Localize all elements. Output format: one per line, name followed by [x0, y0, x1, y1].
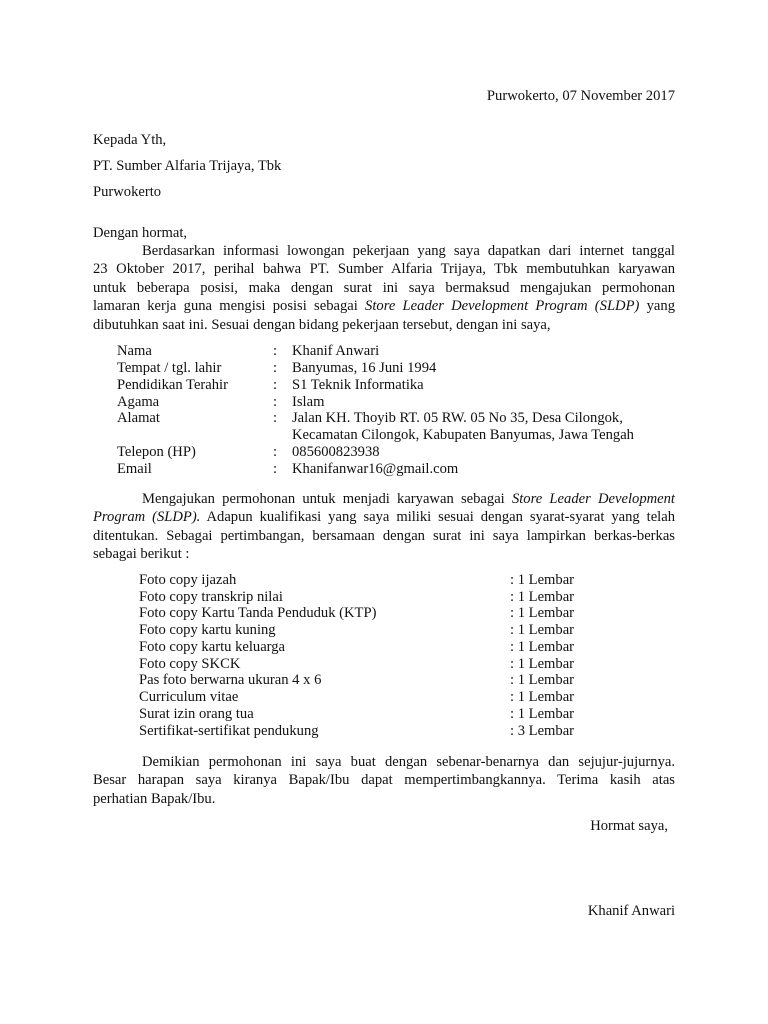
position-title: Program (SLDP). [93, 509, 201, 526]
application-text: Adapun kualifikasi yang saya miliki sesuai dengan syarat-syarat yang telah [200, 509, 675, 526]
info-value: Islam [292, 394, 325, 410]
info-label: Email [117, 461, 152, 477]
attachment-qty: : 1 Lembar [510, 605, 575, 621]
application-line: ditentukan. Sebagai pertimbangan, bersamaan dengan surat ini saya lampirkan berkas-berkas [93, 527, 675, 544]
info-value: Banyumas, 16 Juni 1994 [292, 360, 437, 376]
intro-line [93, 297, 675, 315]
attachment-name: Sertifikat-sertifikat pendukung [139, 723, 319, 739]
info-value: Khanif Anwari [292, 343, 380, 359]
attachment-name: Pas foto berwarna ukuran 4 x 6 [139, 672, 322, 688]
attachment-qty: : 1 Lembar [510, 706, 575, 722]
info-value: S1 Teknik Informatika [292, 377, 424, 393]
info-colon: : [273, 343, 278, 359]
attachment-qty: : 1 Lembar [510, 622, 575, 638]
info-label: Alamat [117, 410, 160, 426]
attachment-name: Curriculum vitae [139, 689, 239, 705]
attachment-name: Foto copy ijazah [139, 572, 237, 588]
info-colon: : [273, 461, 278, 477]
info-value: Jalan KH. Thoyib RT. 05 RW. 05 No 35, Desa Cilongok, [292, 410, 623, 426]
info-value: Khanifanwar16@gmail.com [292, 461, 459, 477]
position-title: Store Leader Development [511, 491, 675, 507]
intro-text: lamaran kerja guna mengisi posisi sebagai [93, 298, 366, 315]
info-value: 085600823938 [292, 444, 380, 460]
complimentary-close: Hormat saya, [590, 818, 668, 834]
closing-line: Besar harapan saya kiranya Bapak/Ibu dapat mempertimbangkannya. Terima kasih atas [93, 772, 675, 789]
closing-line: Demikian permohonan ini saya buat dengan sebenar-benarnya dan sejujur-jujurnya. [142, 754, 675, 770]
intro-paragraph [93, 242, 675, 334]
info-colon: : [273, 394, 278, 410]
attachment-name: Foto copy SKCK [139, 656, 241, 672]
attachment-name: Foto copy kartu kuning [139, 622, 276, 638]
attachment-qty: : 3 Lembar [510, 723, 575, 739]
info-label: Pendidikan Terahir [117, 377, 228, 393]
attachment-qty: : 1 Lembar [510, 589, 575, 605]
info-value: Kecamatan Cilongok, Kabupaten Banyumas, Jawa Tengah [292, 427, 634, 443]
attachment-name: Foto copy Kartu Tanda Penduduk (KTP) [139, 605, 377, 621]
intro-line: Berdasarkan informasi lowongan pekerjaan yang saya dapatkan dari internet tanggal [142, 243, 675, 259]
recipient-greeting: Kepada Yth, [93, 132, 167, 148]
salutation: Dengan hormat, [93, 225, 188, 241]
intro-line: dibutuhkan saat ini. Sesuai dengan bidang pekerjaan tersebut, dengan ini saya, [93, 316, 551, 333]
intro-line: 23 Oktober 2017, perihal bahwa PT. Sumber Alfaria Trijaya, Tbk membutuhkan karyawan [93, 261, 675, 278]
attachment-name: Foto copy kartu keluarga [139, 639, 286, 655]
info-label: Nama [117, 343, 152, 359]
application-line [93, 508, 675, 526]
attachment-qty: : 1 Lembar [510, 572, 575, 588]
intro-text: yang [639, 298, 676, 315]
info-colon: : [273, 444, 278, 460]
info-colon: : [273, 377, 278, 393]
attachment-name: Foto copy transkrip nilai [139, 589, 283, 605]
position-title: Store Leader Development Program (SLDP) [365, 298, 640, 315]
closing-line: perhatian Bapak/Ibu. [93, 790, 216, 807]
attachment-qty: : 1 Lembar [510, 639, 575, 655]
info-label: Tempat / tgl. lahir [117, 360, 222, 376]
signer-name: Khanif Anwari [587, 903, 675, 919]
closing-paragraph [93, 753, 675, 808]
application-line [93, 490, 675, 508]
recipient-city: Purwokerto [93, 184, 162, 200]
attachment-name: Surat izin orang tua [139, 706, 254, 722]
attachment-qty: : 1 Lembar [510, 689, 575, 705]
application-paragraph [93, 490, 675, 564]
attachment-qty: : 1 Lembar [510, 656, 575, 672]
application-line: sebagai berikut : [93, 546, 190, 563]
info-colon: : [273, 360, 278, 376]
application-text: Mengajukan permohonan untuk menjadi karyawan sebagai [142, 491, 512, 507]
place-date: Purwokerto, 07 November 2017 [486, 88, 675, 104]
info-label: Telepon (HP) [117, 444, 196, 460]
info-label: Agama [117, 394, 160, 410]
intro-line: untuk beberapa posisi, maka dengan surat ini saya bermaksud mengajukan permohonan [93, 279, 675, 296]
recipient-company: PT. Sumber Alfaria Trijaya, Tbk [93, 158, 282, 174]
attachment-qty: : 1 Lembar [510, 672, 575, 688]
info-colon: : [273, 410, 278, 426]
